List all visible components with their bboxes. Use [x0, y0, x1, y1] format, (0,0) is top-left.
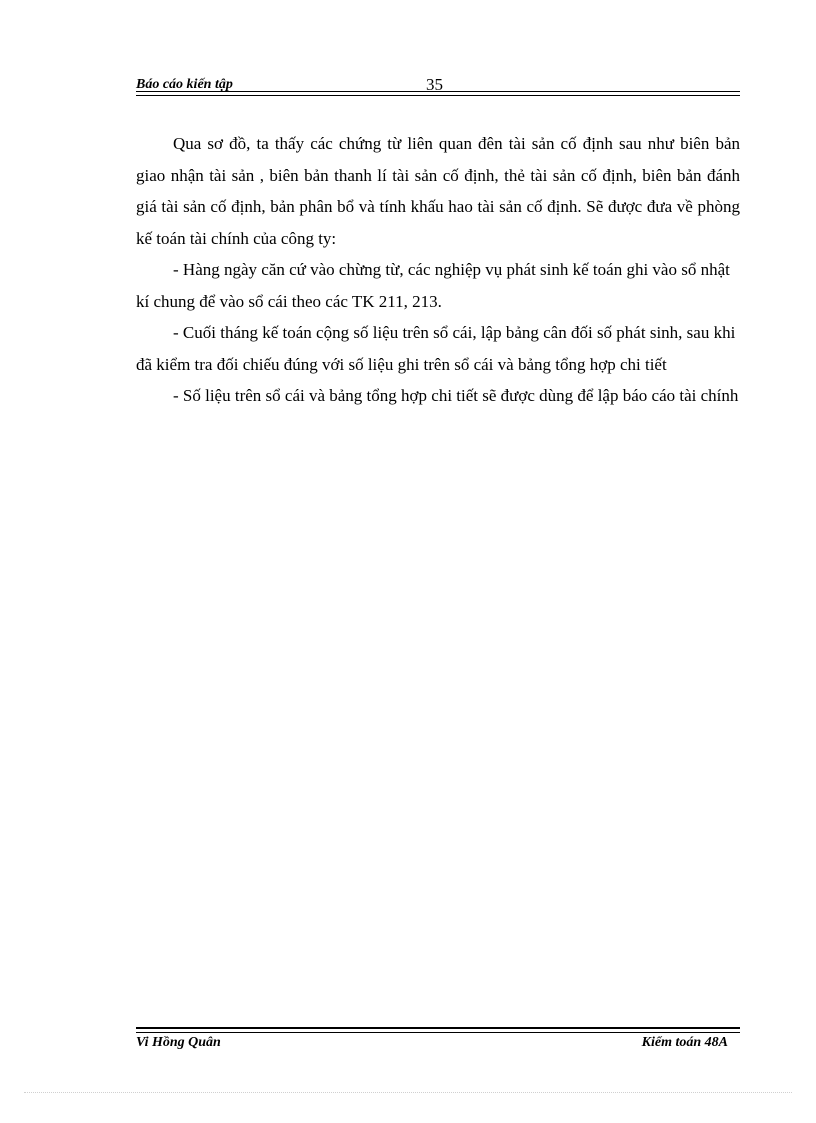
body-text [136, 128, 740, 412]
paragraph-month-end: - Cuối tháng kế toán cộng số liệu trên sổ cái, lập bảng cân đối số phát sinh, sau khi đã kiểm tra đối chiếu đúng với số liệu ghi trên sổ cái và bảng tổng hợp chi tiết [136, 323, 736, 374]
paragraph-intro: Qua sơ đồ, ta thấy các chứng từ liên quan đên tài sản cố định sau như biên bản giao nhận tài sản , biên bản thanh lí tài sản cố định, thẻ tài sản cố định, biên bản đánh giá tài sản cố định, bản phân bổ và tính khấu hao tài sản cố định. Sẽ được đưa về phòng kế toán tài chính của công ty: [136, 134, 740, 248]
paragraph-financial-report: - Số liệu trên sổ cái và bảng tổng hợp chi tiết sẽ được dùng để lập báo cáo tài chính [173, 386, 739, 405]
page-header [136, 74, 740, 96]
header-title: Báo cáo kiến tập [136, 77, 233, 92]
page-number: 35 [426, 75, 443, 94]
page-footer [136, 1027, 740, 1051]
page-edge-divider [24, 1092, 792, 1093]
footer-class: Kiểm toán 48A [641, 1035, 728, 1050]
footer-divider [136, 1027, 740, 1033]
footer-author: Vi Hồng Quân [136, 1035, 221, 1050]
header-divider [136, 91, 740, 96]
paragraph-daily-entries: - Hàng ngày căn cứ vào chừng từ, các nghiệp vụ phát sinh kế toán ghi vào sổ nhật kí chung để vào sổ cái theo các TK 211, 213. [136, 260, 730, 311]
